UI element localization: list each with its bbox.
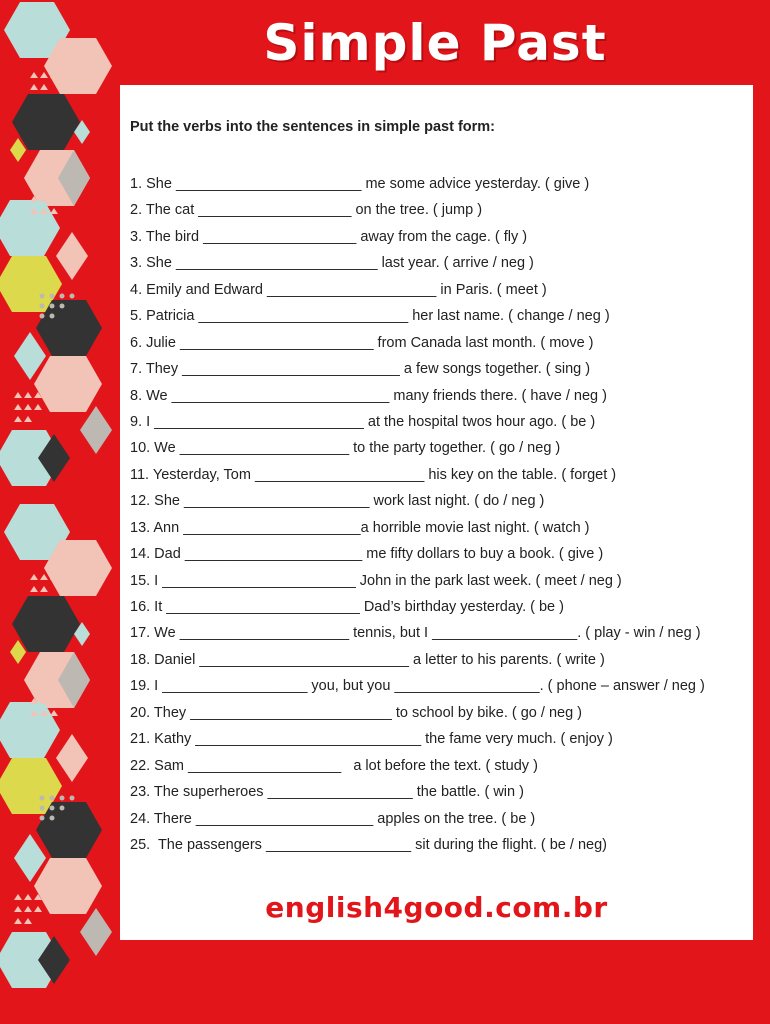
exercise-item: 12. She _______________________ work last night. ( do / neg ) [130,493,545,510]
exercise-item: 25. The passengers __________________ sit during the flight. ( be / neg) [130,836,607,853]
exercise-item: 6. Julie ________________________ from Canada last month. ( move ) [130,334,594,351]
exercise-item: 14. Dad ______________________ me fifty dollars to buy a book. ( give ) [130,546,604,563]
exercise-item: 24. There ______________________ apples on the tree. ( be ) [130,810,536,827]
exercise-item: 10. We _____________________ to the party together. ( go / neg ) [130,440,561,457]
exercise-item: 23. The superheroes __________________ the battle. ( win ) [130,784,524,801]
exercise-item: 1. She _______________________ me some advice yesterday. ( give ) [130,176,590,192]
hexagon-decoration [0,0,120,1024]
exercise-item: 21. Kathy ____________________________ the fame very much. ( enjoy ) [130,731,613,748]
exercise-item: 17. We _____________________ tennis, but I __________________. ( play - win / neg ) [130,625,701,642]
exercise-item: 3. The bird ___________________ away from the cage. ( fly ) [130,228,528,245]
exercise-list [130,171,749,858]
exercise-item: 13. Ann ______________________a horrible movie last night. ( watch ) [130,519,590,536]
exercise-item: 19. I __________________ you, but you __________________. ( phone – answer / neg ) [130,678,705,695]
exercise-item: 11. Yesterday, Tom _____________________ his key on the table. ( forget ) [130,466,617,483]
exercise-item: 2. The cat ___________________ on the tree. ( jump ) [130,202,483,219]
exercise-item: 20. They _________________________ to school by bike. ( go / neg ) [130,704,583,721]
exercise-item: 4. Emily and Edward _____________________ in Paris. ( meet ) [130,281,547,298]
exercise-item: 3. She _________________________ last year. ( arrive / neg ) [130,255,534,272]
instructions: Put the verbs into the sentences in simple past form: [130,119,495,135]
exercise-item: 7. They ___________________________ a few songs together. ( sing ) [130,361,591,378]
worksheet [120,85,753,940]
website-footer: english4good.com.br [265,891,608,924]
exercise-item: 8. We ___________________________ many friends there. ( have / neg ) [130,387,607,404]
exercise-item: 16. It ________________________ Dad’s birthday yesterday. ( be ) [130,599,564,615]
exercise-item: 18. Daniel __________________________ a letter to his parents. ( write ) [130,651,605,668]
exercise-item: 5. Patricia __________________________ her last name. ( change / neg ) [130,308,610,325]
exercise-item: 9. I __________________________ at the hospital twos hour ago. ( be ) [130,413,596,430]
exercise-item: 15. I ________________________ John in the park last week. ( meet / neg ) [130,572,622,589]
page-title: Simple Past [263,14,607,72]
exercise-item: 22. Sam ___________________ a lot before the text. ( study ) [130,757,538,774]
